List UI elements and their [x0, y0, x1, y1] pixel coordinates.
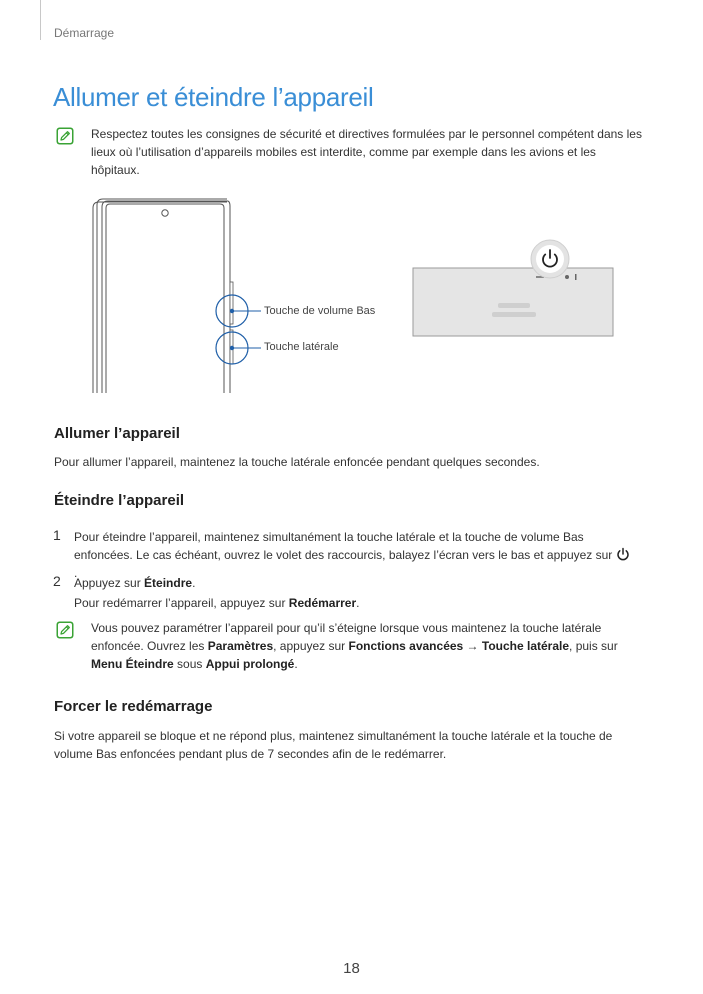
quick-panel-screen	[413, 268, 613, 336]
page-title: Allumer et éteindre l’appareil	[53, 82, 374, 112]
note-t1: Vous pouvez paramétrer l’appareil pour qu’il s’éteigne lorsque vous maintenez la touche latérale enfoncée. Ouvrez les	[91, 621, 602, 653]
note-pencil-icon	[56, 621, 74, 639]
force-restart-text: Si votre appareil se bloque et ne répond plus, maintenez simultanément la touche latérale et la touche de volume Bas enfoncées pendant plus de 7 secondes afin de le redémarrer.	[54, 729, 613, 761]
restart-pre: Pour redémarrer l’appareil, appuyez sur	[74, 596, 289, 610]
header-rule	[40, 0, 41, 40]
note-arrow: →	[463, 639, 482, 653]
step-2-text	[74, 574, 630, 592]
intro-note-text: Respectez toutes les consignes de sécurité et directives formulées par le personnel compétent dans les lieux où l’utilisation d’appareils mobiles est interdite, comme par exemple dans les avions et les hôpitaux.	[91, 127, 642, 177]
step-2-number: 2	[53, 573, 61, 589]
step-1-body: Pour éteindre l’appareil, maintenez simultanément la touche latérale et la touche de volume Bas enfoncées. Le cas échéant, ouvrez le volet des raccourcis, balayez l’écran vers le bas et appuyez sur	[74, 530, 613, 562]
note-t2: , appuyez sur	[273, 639, 349, 653]
section-label: Démarrage	[54, 26, 115, 40]
page-number: 18	[343, 960, 360, 977]
step-1-end: .	[74, 566, 78, 580]
callout-side-key-label: Touche latérale	[264, 341, 339, 353]
restart-post: .	[356, 596, 360, 610]
step-2-post: .	[192, 576, 196, 590]
note-t4: , puis sur	[569, 639, 618, 653]
step-2-restart-text	[74, 594, 630, 612]
note-t6: .	[294, 657, 298, 671]
power-on-heading: Allumer l’appareil	[54, 425, 180, 442]
force-restart-heading: Forcer le redémarrage	[54, 698, 213, 715]
restart-label: Redémarrer	[288, 596, 357, 610]
note-press-and-hold: Appui prolongé	[205, 657, 295, 671]
device-illustration	[80, 190, 640, 400]
note-side-key: Touche latérale	[481, 639, 570, 653]
step-1-number: 1	[53, 527, 61, 543]
note-t5: sous	[173, 657, 206, 671]
callout-volume-down-label: Touche de volume Bas	[264, 305, 376, 317]
power-off-heading: Éteindre l’appareil	[54, 492, 185, 509]
note-pencil-icon	[56, 127, 74, 145]
note-advanced-features: Fonctions avancées	[348, 639, 464, 653]
note-settings: Paramètres	[207, 639, 274, 653]
note-power-off-menu: Menu Éteindre	[91, 657, 174, 671]
side-key-note-text	[91, 619, 651, 673]
power-on-text: Pour allumer l’appareil, maintenez la touche latérale enfoncée pendant quelques secondes.	[54, 455, 540, 469]
step-2-pre: Appuyez sur	[74, 576, 145, 590]
power-icon	[616, 547, 630, 561]
step-2-power-off-label: Éteindre	[144, 576, 193, 590]
